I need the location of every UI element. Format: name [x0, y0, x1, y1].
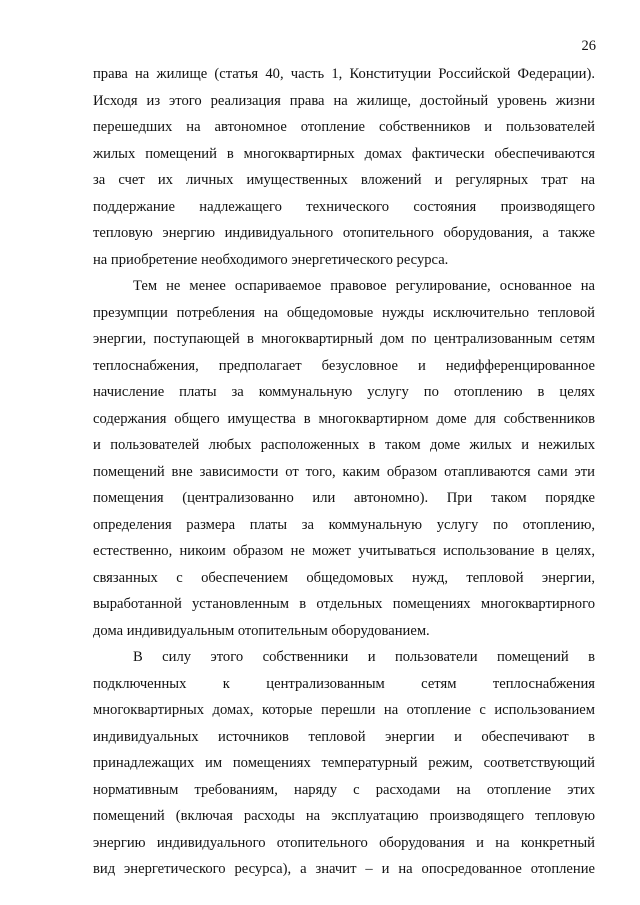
text-line: энергию индивидуального отопительного оборудования и на конкретный	[93, 834, 595, 851]
text-line: содержания общего имущества в многоквартирном доме для собственников	[93, 410, 595, 427]
page-number: 26	[581, 38, 596, 54]
text-line: и пользователей любых расположенных в таком доме жилых и нежилых	[93, 437, 595, 453]
text-line: права на жилище (статья 40, часть 1, Конституции Российской Федерации).	[93, 66, 595, 82]
text-line: Исходя из этого реализация права на жилище, достойный уровень жизни	[93, 92, 595, 109]
text-line: вид энергетического ресурса), а значит – и на опосредованное отопление	[93, 861, 595, 877]
text-line: многоквартирных домах, которые перешли на отопление с использованием	[93, 702, 595, 718]
text-line: определения размера платы за коммунальную услугу по отоплению,	[93, 516, 595, 533]
text-line: начисление платы за коммунальную услугу по отоплению в целях	[93, 384, 595, 400]
text-line: дома индивидуальным отопительным оборудованием.	[93, 622, 430, 639]
text-line: презумпции потребления на общедомовые нужды исключительно тепловой	[93, 304, 595, 321]
text-line: связанных с обеспечением общедомовых нужд, тепловой энергии,	[93, 569, 595, 586]
text-line: помещения (централизованно или автономно). При таком порядке	[93, 490, 595, 506]
paragraph-1	[93, 61, 595, 273]
text-line: естественно, никоим образом не может учитываться использование в целях,	[93, 543, 595, 559]
text-line: перешедших на автономное отопление собственников и пользователей	[93, 119, 595, 135]
body-text	[93, 61, 595, 883]
text-line: выработанной установленным в отдельных помещениях многоквартирного	[93, 596, 595, 612]
text-line: поддержание надлежащего технического состояния производящего	[93, 198, 595, 215]
text-line: Тем не менее оспариваемое правовое регулирование, основанное на	[133, 278, 595, 294]
paragraph-2	[93, 273, 595, 644]
text-line: тепловую энергию индивидуального отопительного оборудования, а также	[93, 225, 595, 241]
text-line: В силу этого собственники и пользователи помещений в	[133, 649, 595, 665]
text-line: за счет их личных имущественных вложений и регулярных трат на	[93, 172, 595, 188]
text-line: помещений (включая расходы на эксплуатацию производящего тепловую	[93, 808, 595, 824]
text-line: помещений вне зависимости от того, каким образом отапливаются сами эти	[93, 463, 595, 480]
text-line: принадлежащих им помещениях температурный режим, соответствующий	[93, 755, 595, 771]
text-line: нормативным требованиям, наряду с расходами на отопление этих	[93, 781, 595, 798]
paragraph-3	[93, 644, 595, 883]
text-line: на приобретение необходимого энергетического ресурса.	[93, 251, 449, 268]
text-line: теплоснабжения, предполагает безусловное и недифференцированное	[93, 357, 595, 374]
text-line: энергии, поступающей в многоквартирный дом по централизованным сетям	[93, 331, 595, 347]
text-line: подключенных к централизованным сетям теплоснабжения	[93, 675, 595, 692]
text-line: индивидуальных источников тепловой энергии и обеспечивают в	[93, 728, 595, 745]
text-line: жилых помещений в многоквартирных домах фактически обеспечиваются	[93, 145, 595, 162]
